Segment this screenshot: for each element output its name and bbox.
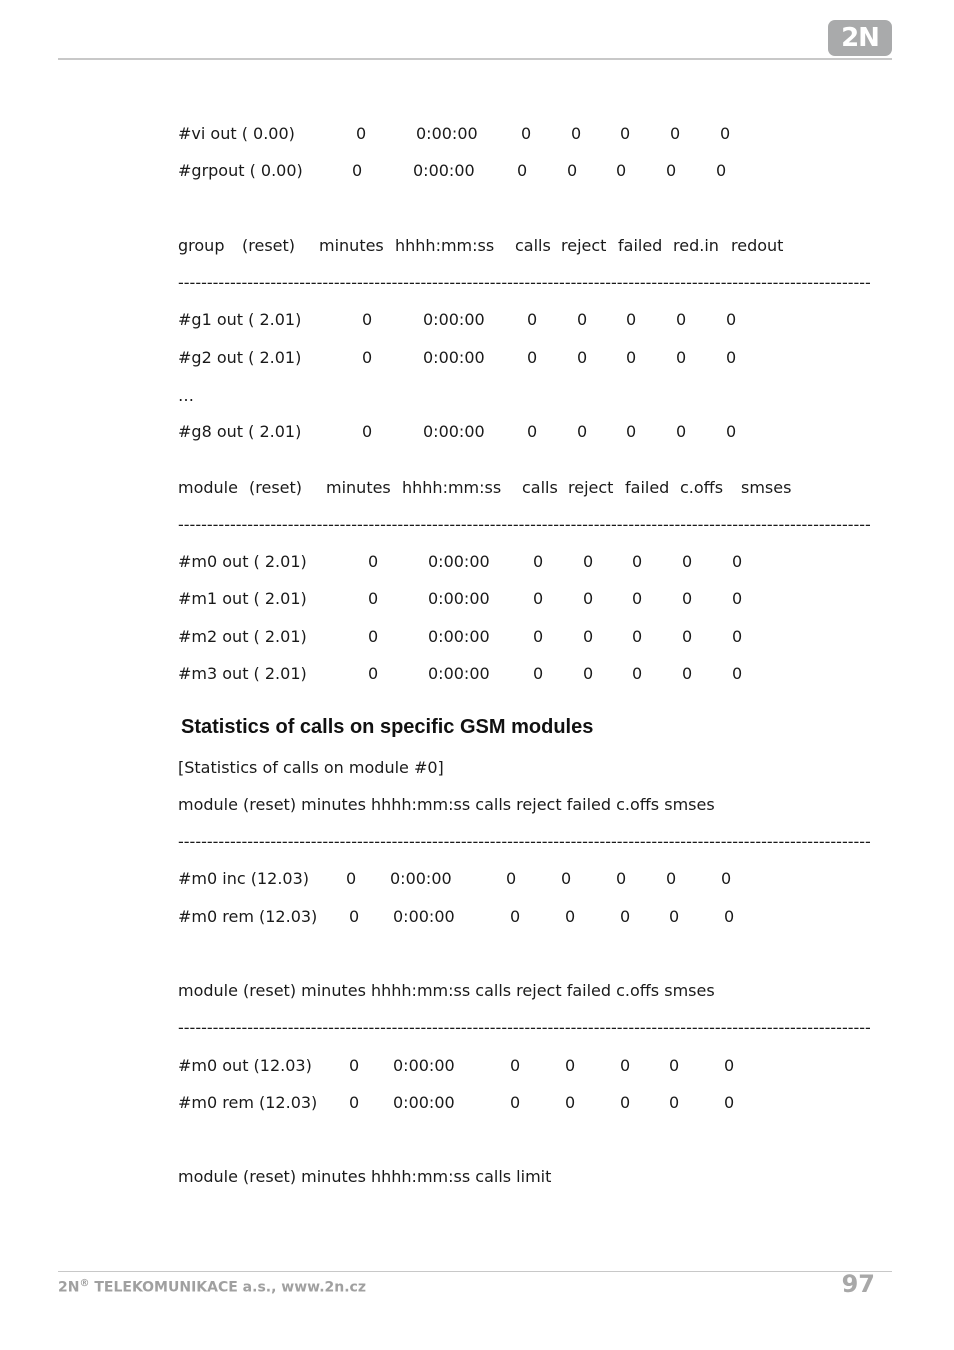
column-header: reject — [561, 236, 607, 255]
row-label: #m2 out ( 2.01) — [178, 627, 307, 646]
row-minutes: 0 — [368, 664, 379, 683]
row-calls: 0 — [510, 907, 521, 926]
column-header: hhhh:mm:ss — [395, 236, 495, 255]
row-label: #g8 out ( 2.01) — [178, 422, 302, 441]
row-calls: 0 — [533, 627, 544, 646]
row-failed: 0 — [620, 907, 631, 926]
footer-rule — [58, 1271, 892, 1272]
row-redin: 0 — [676, 422, 687, 441]
row-smses: 0 — [732, 589, 743, 608]
row-duration: 0:00:00 — [423, 348, 485, 367]
column-header: c.offs — [680, 478, 724, 497]
row-minutes: 0 — [349, 1093, 360, 1112]
row-label: #m3 out ( 2.01) — [178, 664, 307, 683]
row-failed: 0 — [632, 627, 643, 646]
row-coffs: 0 — [682, 552, 693, 571]
row-duration: 0:00:00 — [428, 589, 490, 608]
row-calls: 0 — [527, 348, 538, 367]
row-redout: 0 — [720, 124, 731, 143]
footer-company-text: TELEKOMUNIKACE a.s., www.2n.cz — [89, 1279, 366, 1296]
row-minutes: 0 — [368, 552, 379, 571]
row-coffs: 0 — [669, 907, 680, 926]
column-header: calls — [522, 478, 558, 497]
row-reject: 0 — [577, 422, 588, 441]
row-duration: 0:00:00 — [428, 552, 490, 571]
limit-header-line: module (reset) minutes hhhh:mm:ss calls limit — [178, 1167, 552, 1186]
row-failed: 0 — [626, 348, 637, 367]
row-label: #m0 rem (12.03) — [178, 907, 318, 926]
row-calls: 0 — [527, 310, 538, 329]
row-label: #m1 out ( 2.01) — [178, 589, 307, 608]
row-calls: 0 — [510, 1093, 521, 1112]
row-duration: 0:00:00 — [393, 1093, 455, 1112]
row-redout: 0 — [726, 348, 737, 367]
row-redout: 0 — [726, 422, 737, 441]
column-header: reject — [568, 478, 614, 497]
row-calls: 0 — [510, 1056, 521, 1075]
row-reject: 0 — [567, 161, 578, 180]
row-calls: 0 — [527, 422, 538, 441]
row-redin: 0 — [676, 348, 687, 367]
row-redin: 0 — [666, 161, 677, 180]
row-label: #m0 out ( 2.01) — [178, 552, 307, 571]
row-calls: 0 — [517, 161, 528, 180]
row-smses: 0 — [724, 907, 735, 926]
row-reject: 0 — [577, 310, 588, 329]
row-coffs: 0 — [682, 664, 693, 683]
row-label: #vi out ( 0.00) — [178, 124, 295, 143]
row-failed: 0 — [626, 310, 637, 329]
row-duration: 0:00:00 — [423, 422, 485, 441]
module0-header-line: module (reset) minutes hhhh:mm:ss calls reject failed c.offs smses — [178, 981, 715, 1000]
row-label: #m0 out (12.03) — [178, 1056, 312, 1075]
row-label: #grpout ( 0.00) — [178, 161, 303, 180]
row-smses: 0 — [724, 1093, 735, 1112]
section-heading: Statistics of calls on specific GSM modules — [181, 716, 594, 738]
footer-company — [58, 1278, 366, 1296]
row-label: #m0 rem (12.03) — [178, 1093, 318, 1112]
row-minutes: 0 — [356, 124, 367, 143]
row-redout: 0 — [726, 310, 737, 329]
column-header: red.in — [673, 236, 719, 255]
column-header: (reset) — [242, 236, 296, 255]
row-minutes: 0 — [362, 422, 373, 441]
dashed-separator — [178, 832, 870, 852]
2n-logo: 2N — [828, 20, 892, 56]
column-header: redout — [731, 236, 784, 255]
row-failed: 0 — [632, 664, 643, 683]
row-failed: 0 — [632, 589, 643, 608]
row-smses: 0 — [732, 552, 743, 571]
row-minutes: 0 — [346, 869, 357, 888]
row-minutes: 0 — [362, 310, 373, 329]
row-reject: 0 — [571, 124, 582, 143]
row-calls: 0 — [533, 664, 544, 683]
row-redout: 0 — [716, 161, 727, 180]
row-calls: 0 — [533, 552, 544, 571]
row-reject: 0 — [583, 589, 594, 608]
row-failed: 0 — [626, 422, 637, 441]
dashed-separator — [178, 515, 870, 535]
row-calls: 0 — [533, 589, 544, 608]
row-failed: 0 — [616, 869, 627, 888]
row-minutes: 0 — [352, 161, 363, 180]
column-header: calls — [515, 236, 551, 255]
row-duration: 0:00:00 — [428, 627, 490, 646]
column-header: smses — [741, 478, 792, 497]
row-reject: 0 — [565, 1093, 576, 1112]
row-calls: 0 — [521, 124, 532, 143]
row-reject: 0 — [565, 907, 576, 926]
module0-label: [Statistics of calls on module #0] — [178, 758, 444, 777]
row-minutes: 0 — [368, 627, 379, 646]
row-reject: 0 — [577, 348, 588, 367]
dashed-separator — [178, 273, 870, 293]
column-header: hhhh:mm:ss — [402, 478, 502, 497]
row-smses: 0 — [721, 869, 732, 888]
row-minutes: 0 — [349, 907, 360, 926]
row-reject: 0 — [561, 869, 572, 888]
row-redin: 0 — [676, 310, 687, 329]
row-coffs: 0 — [669, 1056, 680, 1075]
row-label: #g1 out ( 2.01) — [178, 310, 302, 329]
row-reject: 0 — [565, 1056, 576, 1075]
column-header: module — [178, 478, 238, 497]
row-failed: 0 — [620, 1056, 631, 1075]
column-header: failed — [625, 478, 670, 497]
row-smses: 0 — [732, 664, 743, 683]
row-duration: 0:00:00 — [416, 124, 478, 143]
row-failed: 0 — [632, 552, 643, 571]
row-failed: 0 — [620, 124, 631, 143]
row-smses: 0 — [732, 627, 743, 646]
column-header: failed — [618, 236, 663, 255]
row-minutes: 0 — [349, 1056, 360, 1075]
row-duration: 0:00:00 — [393, 1056, 455, 1075]
module0-header-line: module (reset) minutes hhhh:mm:ss calls reject failed c.offs smses — [178, 795, 715, 814]
row-failed: 0 — [620, 1093, 631, 1112]
row-minutes: 0 — [362, 348, 373, 367]
row-coffs: 0 — [669, 1093, 680, 1112]
row-coffs: 0 — [682, 627, 693, 646]
row-failed: 0 — [616, 161, 627, 180]
column-header: minutes — [326, 478, 391, 497]
row-duration: 0:00:00 — [423, 310, 485, 329]
row-reject: 0 — [583, 552, 594, 571]
row-reject: 0 — [583, 627, 594, 646]
footer-brand: 2N — [58, 1279, 80, 1296]
dashed-separator — [178, 1018, 870, 1038]
column-header: group — [178, 236, 225, 255]
row-label: #g2 out ( 2.01) — [178, 348, 302, 367]
column-header: (reset) — [249, 478, 303, 497]
row-duration: 0:00:00 — [413, 161, 475, 180]
registered-mark: ® — [79, 1278, 90, 1289]
row-redin: 0 — [670, 124, 681, 143]
ellipsis: … — [178, 386, 194, 405]
row-reject: 0 — [583, 664, 594, 683]
page-number: 97 — [841, 1270, 875, 1298]
row-duration: 0:00:00 — [428, 664, 490, 683]
row-label: #m0 inc (12.03) — [178, 869, 310, 888]
header-rule — [58, 58, 892, 60]
row-duration: 0:00:00 — [390, 869, 452, 888]
column-header: minutes — [319, 236, 384, 255]
row-calls: 0 — [506, 869, 517, 888]
row-coffs: 0 — [682, 589, 693, 608]
row-minutes: 0 — [368, 589, 379, 608]
row-coffs: 0 — [666, 869, 677, 888]
row-smses: 0 — [724, 1056, 735, 1075]
row-duration: 0:00:00 — [393, 907, 455, 926]
